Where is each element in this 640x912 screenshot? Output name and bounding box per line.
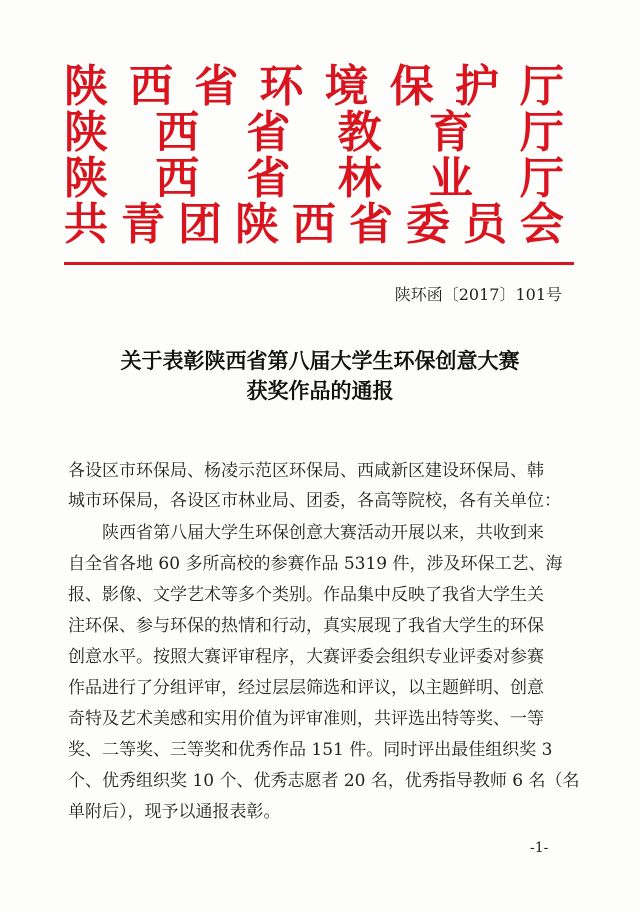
agency-char: 省 <box>246 153 291 204</box>
agency-char: 护 <box>454 61 499 112</box>
agency-char: 保 <box>389 61 434 112</box>
agency-char: 西 <box>155 153 200 204</box>
agency-char: 教 <box>337 107 382 158</box>
agency-char: 委 <box>406 199 450 250</box>
agency-char: 西 <box>129 61 174 112</box>
addressee-line-1: 各设区市环保局、杨凌示范区环保局、西咸新区建设环保局、韩 <box>68 461 544 481</box>
addressee <box>68 456 568 516</box>
document-title <box>40 346 600 406</box>
red-divider-line <box>64 262 574 265</box>
addressee-line-2: 城市环保局，各设区市林业局、团委，各高等院校，各有关单位： <box>68 491 561 511</box>
body-line: 注环保、参与环保的热情和行动，真实展现了我省大学生的环保 <box>68 616 544 636</box>
body-line: 个、优秀组织奖 10 个、优秀志愿者 20 名，优秀指导教师 6 名（名 <box>68 771 580 791</box>
body-line: 自全省各地 60 多所高校的参赛作品 5319 件，涉及环保工艺、海 <box>68 554 563 574</box>
agency-char: 西 <box>155 107 200 158</box>
issuing-agencies <box>64 61 564 250</box>
body-line: 陕西省第八届大学生环保创意大赛活动开展以来，共收到来 <box>102 523 544 543</box>
agency-environment <box>64 61 564 112</box>
agency-char: 团 <box>178 199 222 250</box>
agency-char: 林 <box>337 153 382 204</box>
agency-char: 会 <box>520 199 564 250</box>
title-line-1: 关于表彰陕西省第八届大学生环保创意大赛 <box>120 348 520 373</box>
agency-char: 陕 <box>235 199 279 250</box>
agency-youth-league <box>64 199 564 250</box>
agency-char: 陕 <box>64 107 108 158</box>
agency-char: 省 <box>194 61 239 112</box>
agency-char: 育 <box>428 107 473 158</box>
body-paragraph <box>68 518 580 828</box>
agency-char: 员 <box>463 199 507 250</box>
body-line: 作品进行了分组评审，经过层层筛选和评议，以主题鲜明、创意 <box>68 678 544 698</box>
document-number: 陕环函〔2017〕101号 <box>394 285 562 304</box>
agency-education <box>64 107 564 158</box>
agency-char: 省 <box>246 107 291 158</box>
agency-char: 省 <box>349 199 393 250</box>
agency-char: 环 <box>259 61 304 112</box>
title-line-2: 获奖作品的通报 <box>246 378 394 403</box>
agency-char: 厅 <box>519 153 564 204</box>
agency-char: 业 <box>428 153 473 204</box>
agency-char: 西 <box>292 199 336 250</box>
page-number: -1- <box>530 840 549 856</box>
agency-char: 厅 <box>519 107 564 158</box>
agency-forestry <box>64 153 564 204</box>
body-line: 奇特及艺术美感和实用价值为评审准则，共评选出特等奖、一等 <box>68 709 544 729</box>
agency-char: 厅 <box>519 61 564 112</box>
agency-char: 境 <box>324 61 369 112</box>
agency-char: 共 <box>64 199 108 250</box>
body-line: 报、影像、文学艺术等多个类别。作品集中反映了我省大学生关 <box>68 585 544 605</box>
agency-char: 陕 <box>64 61 108 112</box>
body-line: 创意水平。按照大赛评审程序，大赛评委会组织专业评委对参赛 <box>68 647 544 667</box>
agency-char: 青 <box>121 199 165 250</box>
body-line: 单附后），现予以通报表彰。 <box>68 802 281 822</box>
agency-char: 陕 <box>64 153 108 204</box>
body-line: 奖、二等奖、三等奖和优秀作品 151 件。同时评出最佳组织奖 3 <box>68 740 553 760</box>
